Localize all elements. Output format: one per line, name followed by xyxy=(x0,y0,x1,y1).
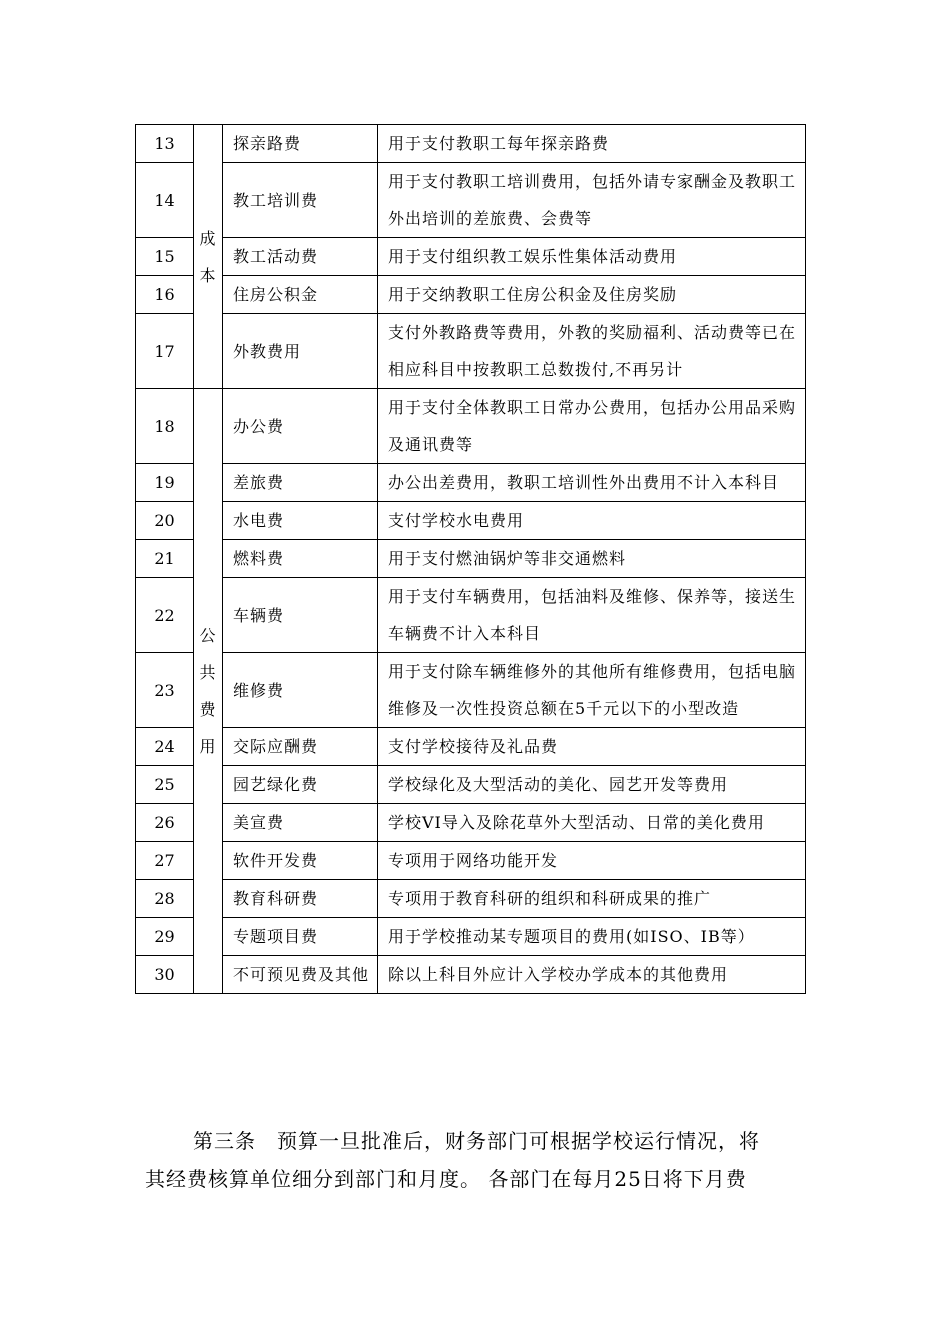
table-row xyxy=(136,389,806,464)
item-name: 交际应酬费 xyxy=(223,728,378,766)
row-number: 15 xyxy=(136,238,194,276)
item-name: 专题项目费 xyxy=(223,918,378,956)
category-char: 公 xyxy=(199,626,217,645)
table-row xyxy=(136,125,806,163)
item-description: 学校VI导入及除花草外大型活动、日常的美化费用 xyxy=(378,804,806,842)
item-description: 支付学校接待及礼品费 xyxy=(378,728,806,766)
row-number: 23 xyxy=(136,653,194,728)
item-name: 外教费用 xyxy=(223,314,378,389)
row-number: 13 xyxy=(136,125,194,163)
row-number: 22 xyxy=(136,578,194,653)
row-number: 29 xyxy=(136,918,194,956)
category-cost xyxy=(194,125,223,389)
category-char: 共 xyxy=(199,663,217,682)
item-name: 差旅费 xyxy=(223,464,378,502)
item-name: 教工培训费 xyxy=(223,163,378,238)
item-name: 美宣费 xyxy=(223,804,378,842)
item-name: 水电费 xyxy=(223,502,378,540)
item-name: 办公费 xyxy=(223,389,378,464)
table-row xyxy=(136,276,806,314)
table-row xyxy=(136,653,806,728)
item-name: 住房公积金 xyxy=(223,276,378,314)
category-char: 费 xyxy=(199,700,217,719)
table-row xyxy=(136,540,806,578)
row-number: 30 xyxy=(136,956,194,994)
item-description: 用于支付燃油锅炉等非交通燃料 xyxy=(378,540,806,578)
item-name: 园艺绿化费 xyxy=(223,766,378,804)
table-row xyxy=(136,880,806,918)
paragraph-line: 其经费核算单位细分到部门和月度。 各部门在每月25日将下月费 xyxy=(145,1167,747,1191)
item-name: 教育科研费 xyxy=(223,880,378,918)
category-char: 用 xyxy=(199,737,217,756)
item-description: 办公出差费用，教职工培训性外出费用不计入本科目 xyxy=(378,464,806,502)
item-description: 用于支付车辆费用，包括油料及维修、保养等，接送生车辆费不计入本科目 xyxy=(378,578,806,653)
item-description: 用于交纳教职工住房公积金及住房奖励 xyxy=(378,276,806,314)
item-name: 探亲路费 xyxy=(223,125,378,163)
table-row xyxy=(136,804,806,842)
item-description: 支付外教路费等费用，外教的奖励福利、活动费等已在相应科目中按教职工总数拨付,不再另计 xyxy=(378,314,806,389)
row-number: 21 xyxy=(136,540,194,578)
table-row xyxy=(136,766,806,804)
row-number: 27 xyxy=(136,842,194,880)
budget-items-table xyxy=(135,124,806,994)
row-number: 19 xyxy=(136,464,194,502)
row-number: 20 xyxy=(136,502,194,540)
table-row xyxy=(136,464,806,502)
category-public xyxy=(194,389,223,994)
row-number: 16 xyxy=(136,276,194,314)
item-name: 车辆费 xyxy=(223,578,378,653)
item-name: 不可预见费及其他 xyxy=(223,956,378,994)
item-description: 专项用于教育科研的组织和科研成果的推广 xyxy=(378,880,806,918)
table-row xyxy=(136,842,806,880)
table-row xyxy=(136,238,806,276)
row-number: 25 xyxy=(136,766,194,804)
table-row xyxy=(136,918,806,956)
item-description: 用于支付教职工每年探亲路费 xyxy=(378,125,806,163)
item-description: 专项用于网络功能开发 xyxy=(378,842,806,880)
row-number: 17 xyxy=(136,314,194,389)
category-char: 成 xyxy=(199,228,217,248)
table-row xyxy=(136,728,806,766)
article-paragraph xyxy=(145,1122,805,1198)
row-number: 14 xyxy=(136,163,194,238)
item-description: 用于支付全体教职工日常办公费用，包括办公用品采购及通讯费等 xyxy=(378,389,806,464)
item-name: 教工活动费 xyxy=(223,238,378,276)
row-number: 24 xyxy=(136,728,194,766)
item-description: 用于支付组织教工娱乐性集体活动费用 xyxy=(378,238,806,276)
row-number: 18 xyxy=(136,389,194,464)
item-description: 用于学校推动某专题项目的费用(如ISO、IB等） xyxy=(378,918,806,956)
item-description: 支付学校水电费用 xyxy=(378,502,806,540)
item-description: 除以上科目外应计入学校办学成本的其他费用 xyxy=(378,956,806,994)
table-row xyxy=(136,163,806,238)
item-description: 用于支付除车辆维修外的其他所有维修费用，包括电脑维修及一次性投资总额在5千元以下的小型改造 xyxy=(378,653,806,728)
row-number: 28 xyxy=(136,880,194,918)
table-row xyxy=(136,314,806,389)
item-name: 维修费 xyxy=(223,653,378,728)
table-row xyxy=(136,578,806,653)
table-row xyxy=(136,502,806,540)
paragraph-line: 第三条 预算一旦批准后，财务部门可根据学校运行情况，将 xyxy=(193,1129,760,1153)
category-char: 本 xyxy=(199,265,217,285)
item-description: 学校绿化及大型活动的美化、园艺开发等费用 xyxy=(378,766,806,804)
row-number: 26 xyxy=(136,804,194,842)
item-name: 软件开发费 xyxy=(223,842,378,880)
item-description: 用于支付教职工培训费用，包括外请专家酬金及教职工外出培训的差旅费、会费等 xyxy=(378,163,806,238)
item-name: 燃料费 xyxy=(223,540,378,578)
table-row xyxy=(136,956,806,994)
